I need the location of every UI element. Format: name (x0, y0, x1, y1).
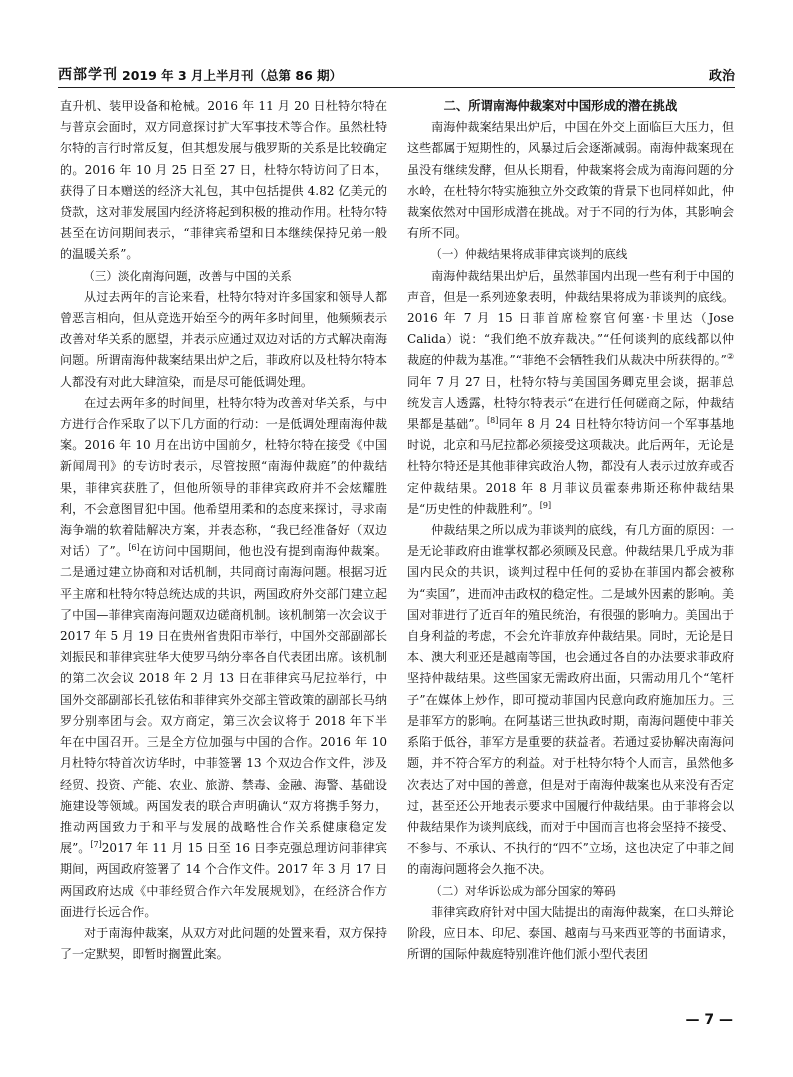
paragraph: 从过去两年的言论来看，杜特尔特对许多国家和领导人都曾恶言相向，但从竞选开始至今的两年多时间里，他频频表示改善对华关系的愿望，并表示应通过双边对话的方式解决南海问题。所谓南海仲裁案结果出炉之后，菲政府以及杜特尔特本人都没有对此大肆渲染，而是尽可能低调处理。 (60, 289, 387, 389)
section-label: 政治 (708, 69, 735, 84)
subsection-heading: （一）仲裁结果将成菲律宾谈判的底线 (430, 247, 628, 262)
paragraph: 仲裁结果之所以成为菲谈判的底线，有几方面的原因：一是无论菲政府由谁掌权都必须顾及民意。仲裁结果几乎成为菲国内民众的共识，谈判过程中任何的妥协在菲国内都会被称为“卖国”，进而冲击政权的稳定性。二是域外因素的影响。美国对菲进行了近百年的殖民统治，有很强的影响力。美国出于自身利益的考虑，不会允许菲放弃仲裁结果。同时，无论是日本、澳大利亚还是越南等国，也会通过各自的办法要求菲政府坚持仲裁结果。这些国家无需政府出面，只需动用几个“笔杆子”在媒体上炒作，即可搅动菲国内民意向政府施加压力。三是菲军方的影响。在阿基诺三世执政时期，南海问题使中菲关系陷于低谷，菲军方是重要的获益者。若通过妥协解决南海问题，并不符合军方的利益。对于杜特尔特个人而言，虽然他多次表达了对中国的善意，但是对于南海仲裁案也从来没有否定过，甚至还公开地表示要求中国履行仲裁结果。由于菲将会以仲裁结果作为谈判底线，而对于中国而言也将会坚持不接受、不参与、不承认、不执行的“四不”立场，这也决定了中菲之间的南海问题将会久拖不决。 (407, 523, 734, 877)
subsection-heading: （三）淡化南海问题，改善与中国的关系 (83, 268, 292, 283)
left-column (60, 96, 387, 965)
header-rule (58, 87, 735, 88)
right-column (407, 96, 734, 965)
citation: [9] (539, 500, 552, 510)
citation: [7] (90, 840, 102, 850)
issue-info: 2019 年 3 月上半月刊（总第 86 期） (122, 68, 343, 83)
running-header (58, 58, 735, 84)
citation: [6] (128, 543, 140, 553)
paragraph: 菲律宾政府针对中国大陆提出的南海仲裁案，在口头辩论阶段，应日本、印尼、泰国、越南与马来西亚等的书面请求，所谓的国际仲裁庭特别准许他们派小型代表团 (407, 904, 734, 962)
citation: [8] (487, 416, 499, 426)
paragraph: 南海仲裁结果出炉后，虽然菲国内出现一些有利于中国的声音，但是一系列迹象表明，仲裁结果将成为菲谈判的底线。2016 年 7 月 15 日菲首席检察官何塞·卡里达（Jose Calida）说：“我们绝不放弃裁决。”“任何谈判的底线都以仲裁庭的仲裁为基准。”“菲绝不会牺牲我们从裁决中所获得的。”②同年 7 月 27 日，杜特尔特与美国国务卿克里会谈，据菲总统发言人透露，杜特尔特表示“在进行任何磋商之际，仲裁结果都是基础”。[8]同年 8 月 24 日杜特尔特访问一个军事基地时说，北京和马尼拉都必须接受这项裁决。此后两年，无论是杜特尔特还是其他菲律宾政治人物，都没有人表示过放弃或否定仲裁结果。2018 年 8 月菲议员霍泰弗斯还称仲裁结果是“历史性的仲裁胜利”。[9] (407, 268, 734, 516)
paragraph: 在过去两年多的时间里，杜特尔特为改善对华关系，与中方进行合作采取了以下几方面的行动：一是低调处理南海仲裁案。2016 年 10 月在出访中国前夕，杜特尔特在接受《中国新闻周刊》的专访时表示，尽管按照“南海仲裁庭”的仲裁结果，菲律宾获胜了，但他所领导的菲律宾政府并不会炫耀胜利，不会意图冒犯中国。他希望用柔和的态度来探讨，寻求南海争端的软着陆解决方案，并表态称，“我已经准备好（双边对话）了”。[6]在访问中国期间，他也没有提到南海仲裁案。二是通过建立协商和对话机制，共同商讨南海问题。根据习近平主席和杜特尔特总统达成的共识，两国政府外交部门建立起了中国—菲律宾南海问题双边磋商机制。该机制第一次会议于 2017 年 5 月 19 日在贵州省贵阳市举行，中国外交部副部长刘振民和菲律宾驻华大使罗马纳分率各自代表团出席。该机制的第二次会议 2018 年 2 月 13 日在菲律宾马尼拉举行，中国外交部副部长孔铉佑和菲律宾外交部主管政策的副部长马纳罗分别率团与会。双方商定，第三次会议将于 2018 年下半年在中国召开。三是全方位加强与中国的合作。2016 年 10 月杜特尔特首次访华时，中菲签署 13 个双边合作文件，涉及经贸、投资、产能、农业、旅游、禁毒、金融、海警、基础设施建设等领域。两国发表的联合声明确认“双方将携手努力，推动两国致力于和平与发展的战略性合作关系健康稳定发展”。[7]2017 年 11 月 15 日至 16 日李克强总理访问菲律宾期间，两国政府签署了 14 个合作文件。2017 年 3 月 17 日两国政府达成《中菲经贸合作六年发展规划》，在经济合作方面进行长远合作。 (60, 395, 387, 919)
journal-logo: 西部学刊 (58, 67, 118, 83)
paragraph: 直升机、装甲设备和枪械。2016 年 11 月 20 日杜特尔特在与普京会面时，双方同意探讨扩大军事技术等合作。虽然杜特尔特的言行时常反复，但其想发展与俄罗斯的关系是比较确定的。2016 年 10 月 25 日至 27 日，杜特尔特访问了日本，获得了日本赠送的经济大礼包，其中包括提供 4.82 亿美元的贷款，这对菲发展国内经济将起到积极的推动作用。杜特尔特甚至在访问期间表示，“菲律宾希望和日本继续保持兄弟一般的温暖关系”。 (60, 99, 387, 262)
section-heading: 二、所谓南海仲裁案对中国形成的潜在挑战 (443, 99, 678, 113)
paragraph: 对于南海仲裁案，从双方对此问题的处置来看，双方保持了一定默契，即暂时搁置此案。 (60, 925, 387, 962)
paragraph: 南海仲裁案结果出炉后，中国在外交上面临巨大压力，但这些都属于短期性的，风暴过后会逐渐减弱。南海仲裁案现在虽没有继续发酵，但从长期看，仲裁案将会成为南海问题的分水岭，在杜特尔特实施独立外交政策的背景下也同样如此，仲裁案依然对中国形成潜在挑战。对于不同的行为体，其影响会有所不同。 (407, 120, 734, 241)
subsection-heading: （二）对华诉讼成为部分国家的筹码 (430, 883, 616, 898)
citation: ② (726, 352, 734, 362)
page-number: — 7 — (685, 1012, 733, 1028)
